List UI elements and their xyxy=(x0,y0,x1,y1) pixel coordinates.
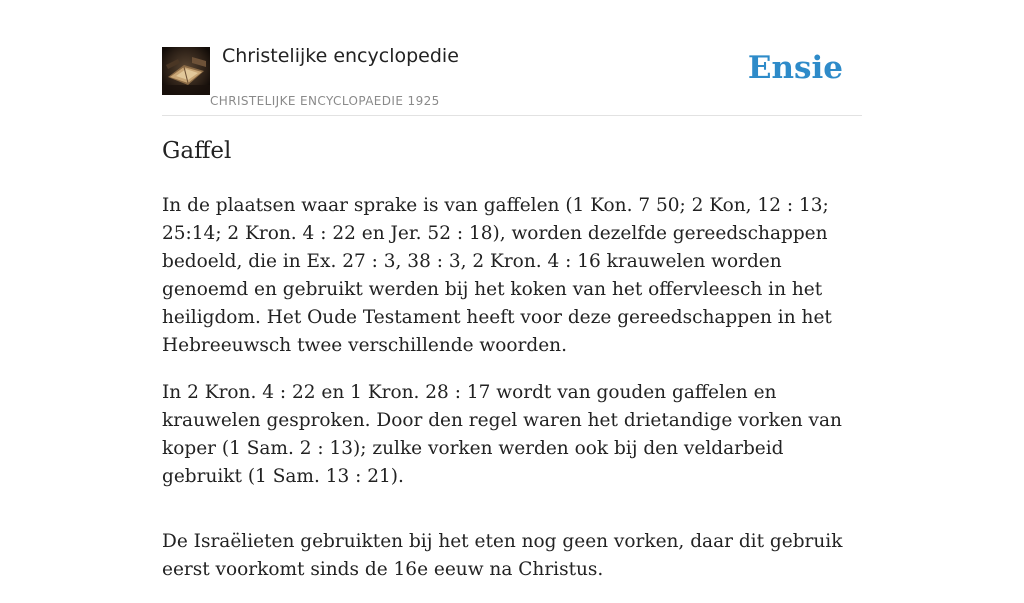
article-paragraph: In 2 Kron. 4 : 22 en 1 Kron. 28 : 17 wordt van gouden gaffelen en krauwelen gesproken. Door den regel waren het drietandige vorken van koper (1 Sam. 2 : 13); zulke vorken werden ook bij den veldarbeid gebruikt (1 Sam. 13 : 21). xyxy=(162,382,842,487)
article-body xyxy=(162,192,867,603)
article-title: Gaffel xyxy=(162,138,232,164)
article-paragraph: De Israëlieten gebruikten bij het eten nog geen vorken, daar dit gebruik eerst voorkomt sinds de 16e eeuw na Christus. xyxy=(162,531,843,580)
source-avatar[interactable] xyxy=(162,47,210,95)
source-subtitle: CHRISTELIJKE ENCYCLOPAEDIE 1925 xyxy=(210,94,440,108)
source-title[interactable]: Christelijke encyclopedie xyxy=(222,45,459,67)
brand-logo[interactable]: Ensie xyxy=(747,50,843,86)
book-image-icon xyxy=(162,47,210,95)
source-header xyxy=(162,0,862,116)
article-paragraph: In de plaatsen waar sprake is van gaffelen (1 Kon. 7 50; 2 Kon, 12 : 13; 25:14; 2 Kron. 4 : 22 en Jer. 52 : 18), worden dezelfde gereedschappen bedoeld, die in Ex. 27 : 3, 38 : 3, 2 Kron. 4 : 16 krauwelen worden genoemd en gebruikt werden bij het koken van het offervleesch in het heiligdom. Het Oude Testament heeft voor deze gereedschappen in het Hebreeuwsch twee verschillende woorden. xyxy=(162,195,832,356)
content-container xyxy=(162,0,862,580)
